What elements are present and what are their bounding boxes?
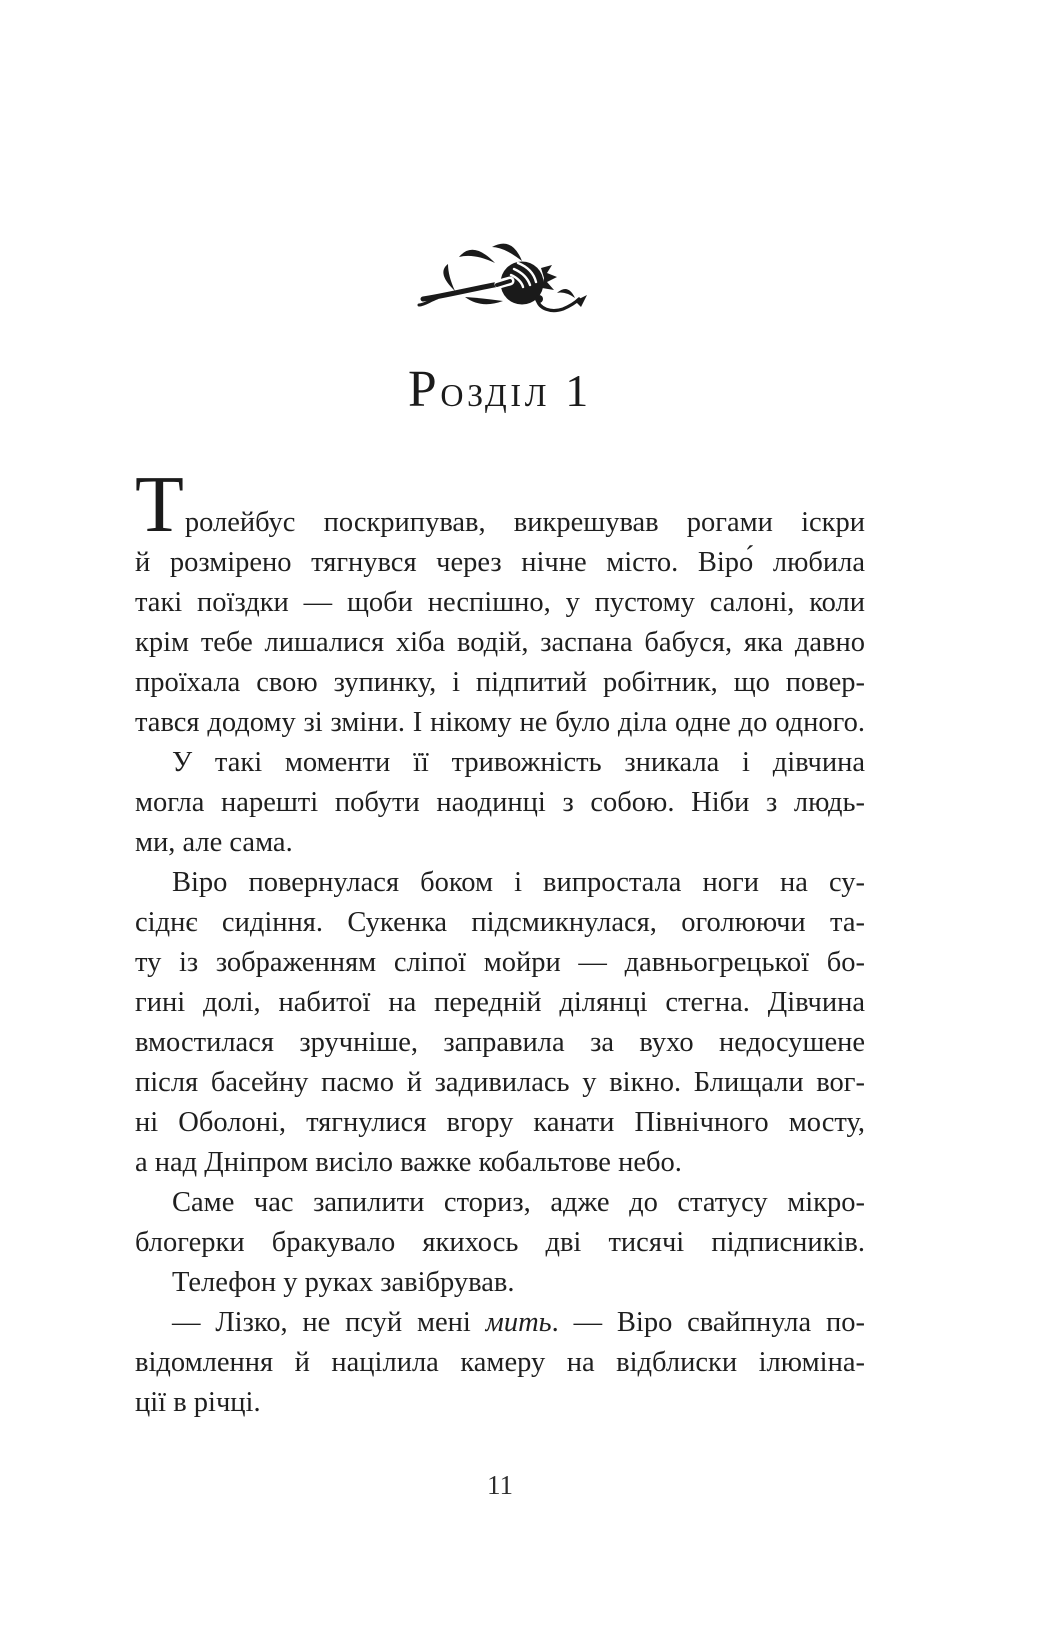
text-line: Тролейбус поскрипував, викрешував рогами іскри <box>135 461 865 549</box>
text-line: ні Оболоні, тягнулися вгору канати Північного мосту, <box>135 1107 865 1138</box>
text-line: а над Дніпром висіло важке кобальтове небо. <box>135 1147 682 1178</box>
text-line: блогерки бракувало якихось дві тисячі підписників. <box>135 1227 865 1258</box>
page-number: 11 <box>487 1470 513 1500</box>
book-text <box>135 461 865 1423</box>
text-line: гині долі, набитої на передній ділянці стегна. Дівчина <box>135 987 865 1018</box>
text-line: крім тебе лишалися хіба водій, заспана бабуся, яка давно <box>135 627 865 658</box>
drop-cap: Т <box>135 461 185 549</box>
text-line: сіднє сидіння. Сукенка підсмикнулася, оголюючи та- <box>135 907 865 938</box>
text-line: й розмірено тягнувся через нічне місто. Віро́ любила <box>135 547 865 578</box>
text-line: проїхала свою зупинку, і підпитий робітник, що повер- <box>135 667 865 698</box>
pomegranate-ornament-icon <box>415 235 595 335</box>
text-line: ції в річці. <box>135 1387 261 1418</box>
text-line: такі поїздки — щоби неспішно, у пустому салоні, коли <box>135 587 865 618</box>
text-line: Віро повернулася боком і випростала ноги на су- <box>172 867 865 898</box>
text-line: могла нарешті побути наодинці з собою. Ніби з людь- <box>135 787 865 818</box>
chapter-title: Розділ 1 <box>408 361 592 418</box>
text-line: відомлення й націлила камеру на відблиски ілюміна- <box>135 1347 865 1378</box>
text-line: — Лізко, не псуй мені мить. — Віро свайпнула по- <box>172 1307 865 1338</box>
text-line: ту із зображенням сліпої мойри — давньогрецької бо- <box>135 947 865 978</box>
text-line: Саме час запилити сториз, адже до статусу мікро- <box>172 1187 865 1218</box>
text-line: У такі моменти її тривожність зникала і дівчина <box>172 747 865 778</box>
text-line: ми, але сама. <box>135 827 293 858</box>
text-line: тався додому зі зміни. І нікому не було діла одне до одного. <box>135 707 865 738</box>
text-line: вмостилася зручніше, заправила за вухо недосушене <box>135 1027 865 1058</box>
text-line: Телефон у руках завібрував. <box>172 1267 515 1298</box>
text-line: після басейну пасмо й задивилась у вікно. Блищали вог- <box>135 1067 865 1098</box>
